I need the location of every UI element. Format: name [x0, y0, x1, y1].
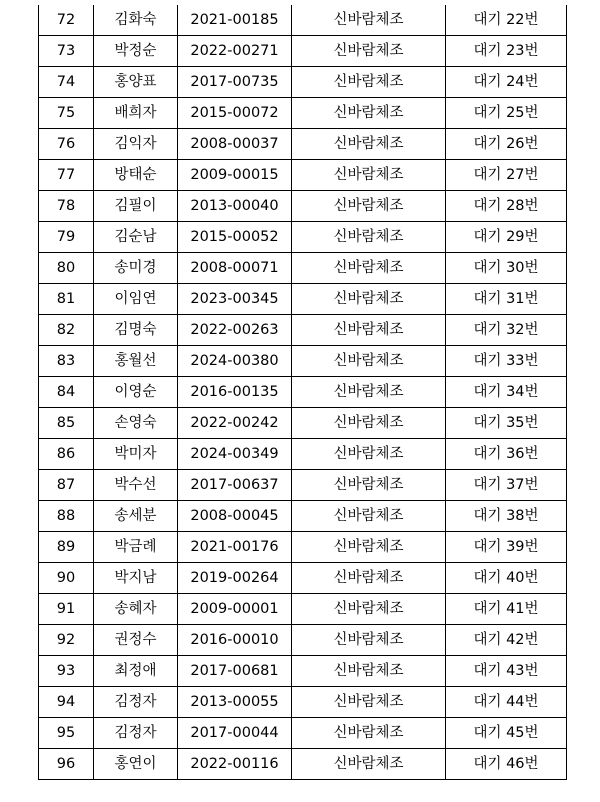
- member-id-cell: 2009-00015: [178, 160, 292, 191]
- program-name-cell: 신바람체조: [292, 377, 446, 408]
- row-number-cell: 80: [39, 253, 94, 284]
- table-row: [39, 253, 567, 284]
- row-number-cell: 87: [39, 470, 94, 501]
- program-name-cell: 신바람체조: [292, 36, 446, 67]
- waitlist-status-cell: 대기 42번: [446, 625, 567, 656]
- member-id-cell: 2022-00263: [178, 315, 292, 346]
- program-name-cell: 신바람체조: [292, 687, 446, 718]
- table-row: [39, 563, 567, 594]
- member-name-cell: 김익자: [94, 129, 178, 160]
- waitlist-status-cell: 대기 32번: [446, 315, 567, 346]
- member-name-cell: 손영숙: [94, 408, 178, 439]
- program-name-cell: 신바람체조: [292, 67, 446, 98]
- row-number-cell: 91: [39, 594, 94, 625]
- program-name-cell: 신바람체조: [292, 656, 446, 687]
- member-id-cell: 2017-00681: [178, 656, 292, 687]
- waitlist-status-cell: 대기 44번: [446, 687, 567, 718]
- member-name-cell: 김명숙: [94, 315, 178, 346]
- waitlist-table: [38, 5, 567, 780]
- program-name-cell: 신바람체조: [292, 563, 446, 594]
- row-number-cell: 82: [39, 315, 94, 346]
- member-name-cell: 홍양표: [94, 67, 178, 98]
- member-name-cell: 홍연이: [94, 749, 178, 780]
- program-name-cell: 신바람체조: [292, 253, 446, 284]
- table-row: [39, 191, 567, 222]
- member-id-cell: 2023-00345: [178, 284, 292, 315]
- table-row: [39, 346, 567, 377]
- waitlist-status-cell: 대기 34번: [446, 377, 567, 408]
- member-id-cell: 2008-00045: [178, 501, 292, 532]
- member-id-cell: 2013-00055: [178, 687, 292, 718]
- table-row: [39, 160, 567, 191]
- table-row: [39, 687, 567, 718]
- row-number-cell: 72: [39, 5, 94, 36]
- member-name-cell: 권정수: [94, 625, 178, 656]
- program-name-cell: 신바람체조: [292, 160, 446, 191]
- program-name-cell: 신바람체조: [292, 222, 446, 253]
- member-id-cell: 2017-00637: [178, 470, 292, 501]
- waitlist-status-cell: 대기 30번: [446, 253, 567, 284]
- table-row: [39, 408, 567, 439]
- row-number-cell: 95: [39, 718, 94, 749]
- member-id-cell: 2016-00010: [178, 625, 292, 656]
- row-number-cell: 88: [39, 501, 94, 532]
- member-id-cell: 2021-00176: [178, 532, 292, 563]
- program-name-cell: 신바람체조: [292, 439, 446, 470]
- waitlist-status-cell: 대기 35번: [446, 408, 567, 439]
- program-name-cell: 신바람체조: [292, 625, 446, 656]
- table-row: [39, 594, 567, 625]
- program-name-cell: 신바람체조: [292, 594, 446, 625]
- member-id-cell: 2009-00001: [178, 594, 292, 625]
- row-number-cell: 83: [39, 346, 94, 377]
- member-name-cell: 박지남: [94, 563, 178, 594]
- member-name-cell: 이임연: [94, 284, 178, 315]
- table-row: [39, 315, 567, 346]
- table-row: [39, 749, 567, 780]
- table-row: [39, 67, 567, 98]
- row-number-cell: 84: [39, 377, 94, 408]
- table-row: [39, 98, 567, 129]
- waitlist-status-cell: 대기 33번: [446, 346, 567, 377]
- program-name-cell: 신바람체조: [292, 5, 446, 36]
- row-number-cell: 85: [39, 408, 94, 439]
- program-name-cell: 신바람체조: [292, 749, 446, 780]
- program-name-cell: 신바람체조: [292, 346, 446, 377]
- member-name-cell: 김순남: [94, 222, 178, 253]
- row-number-cell: 90: [39, 563, 94, 594]
- row-number-cell: 94: [39, 687, 94, 718]
- waitlist-status-cell: 대기 43번: [446, 656, 567, 687]
- waitlist-table-body: [39, 5, 567, 780]
- waitlist-status-cell: 대기 45번: [446, 718, 567, 749]
- member-id-cell: 2016-00135: [178, 377, 292, 408]
- member-id-cell: 2019-00264: [178, 563, 292, 594]
- program-name-cell: 신바람체조: [292, 98, 446, 129]
- row-number-cell: 86: [39, 439, 94, 470]
- table-row: [39, 222, 567, 253]
- member-name-cell: 송미경: [94, 253, 178, 284]
- member-name-cell: 송혜자: [94, 594, 178, 625]
- member-id-cell: 2021-00185: [178, 5, 292, 36]
- member-id-cell: 2022-00242: [178, 408, 292, 439]
- member-id-cell: 2024-00380: [178, 346, 292, 377]
- member-name-cell: 배희자: [94, 98, 178, 129]
- member-name-cell: 방태순: [94, 160, 178, 191]
- row-number-cell: 96: [39, 749, 94, 780]
- member-id-cell: 2017-00735: [178, 67, 292, 98]
- waitlist-status-cell: 대기 24번: [446, 67, 567, 98]
- waitlist-status-cell: 대기 22번: [446, 5, 567, 36]
- member-id-cell: 2013-00040: [178, 191, 292, 222]
- row-number-cell: 92: [39, 625, 94, 656]
- row-number-cell: 76: [39, 129, 94, 160]
- table-row: [39, 470, 567, 501]
- waitlist-status-cell: 대기 29번: [446, 222, 567, 253]
- member-id-cell: 2022-00116: [178, 749, 292, 780]
- table-row: [39, 656, 567, 687]
- program-name-cell: 신바람체조: [292, 501, 446, 532]
- waitlist-status-cell: 대기 41번: [446, 594, 567, 625]
- member-id-cell: 2017-00044: [178, 718, 292, 749]
- member-id-cell: 2024-00349: [178, 439, 292, 470]
- roster-sheet: [38, 5, 566, 780]
- table-row: [39, 5, 567, 36]
- table-row: [39, 532, 567, 563]
- program-name-cell: 신바람체조: [292, 191, 446, 222]
- waitlist-status-cell: 대기 31번: [446, 284, 567, 315]
- member-name-cell: 박수선: [94, 470, 178, 501]
- waitlist-status-cell: 대기 36번: [446, 439, 567, 470]
- table-row: [39, 501, 567, 532]
- member-id-cell: 2008-00071: [178, 253, 292, 284]
- row-number-cell: 77: [39, 160, 94, 191]
- row-number-cell: 93: [39, 656, 94, 687]
- member-name-cell: 박정순: [94, 36, 178, 67]
- member-name-cell: 박미자: [94, 439, 178, 470]
- waitlist-status-cell: 대기 23번: [446, 36, 567, 67]
- member-id-cell: 2015-00052: [178, 222, 292, 253]
- table-row: [39, 284, 567, 315]
- member-name-cell: 최정애: [94, 656, 178, 687]
- waitlist-status-cell: 대기 40번: [446, 563, 567, 594]
- waitlist-status-cell: 대기 28번: [446, 191, 567, 222]
- member-name-cell: 박금례: [94, 532, 178, 563]
- row-number-cell: 89: [39, 532, 94, 563]
- program-name-cell: 신바람체조: [292, 315, 446, 346]
- table-row: [39, 439, 567, 470]
- row-number-cell: 73: [39, 36, 94, 67]
- program-name-cell: 신바람체조: [292, 129, 446, 160]
- waitlist-status-cell: 대기 38번: [446, 501, 567, 532]
- member-id-cell: 2015-00072: [178, 98, 292, 129]
- row-number-cell: 74: [39, 67, 94, 98]
- member-name-cell: 송세분: [94, 501, 178, 532]
- member-name-cell: 김정자: [94, 687, 178, 718]
- table-row: [39, 718, 567, 749]
- waitlist-status-cell: 대기 26번: [446, 129, 567, 160]
- waitlist-status-cell: 대기 25번: [446, 98, 567, 129]
- program-name-cell: 신바람체조: [292, 408, 446, 439]
- waitlist-status-cell: 대기 37번: [446, 470, 567, 501]
- waitlist-status-cell: 대기 39번: [446, 532, 567, 563]
- program-name-cell: 신바람체조: [292, 284, 446, 315]
- member-name-cell: 김정자: [94, 718, 178, 749]
- member-name-cell: 김화숙: [94, 5, 178, 36]
- row-number-cell: 79: [39, 222, 94, 253]
- table-row: [39, 377, 567, 408]
- waitlist-status-cell: 대기 27번: [446, 160, 567, 191]
- member-name-cell: 이영순: [94, 377, 178, 408]
- member-name-cell: 김필이: [94, 191, 178, 222]
- program-name-cell: 신바람체조: [292, 470, 446, 501]
- table-row: [39, 129, 567, 160]
- table-row: [39, 625, 567, 656]
- row-number-cell: 75: [39, 98, 94, 129]
- program-name-cell: 신바람체조: [292, 718, 446, 749]
- row-number-cell: 81: [39, 284, 94, 315]
- program-name-cell: 신바람체조: [292, 532, 446, 563]
- row-number-cell: 78: [39, 191, 94, 222]
- table-row: [39, 36, 567, 67]
- member-id-cell: 2022-00271: [178, 36, 292, 67]
- member-name-cell: 홍월선: [94, 346, 178, 377]
- waitlist-status-cell: 대기 46번: [446, 749, 567, 780]
- member-id-cell: 2008-00037: [178, 129, 292, 160]
